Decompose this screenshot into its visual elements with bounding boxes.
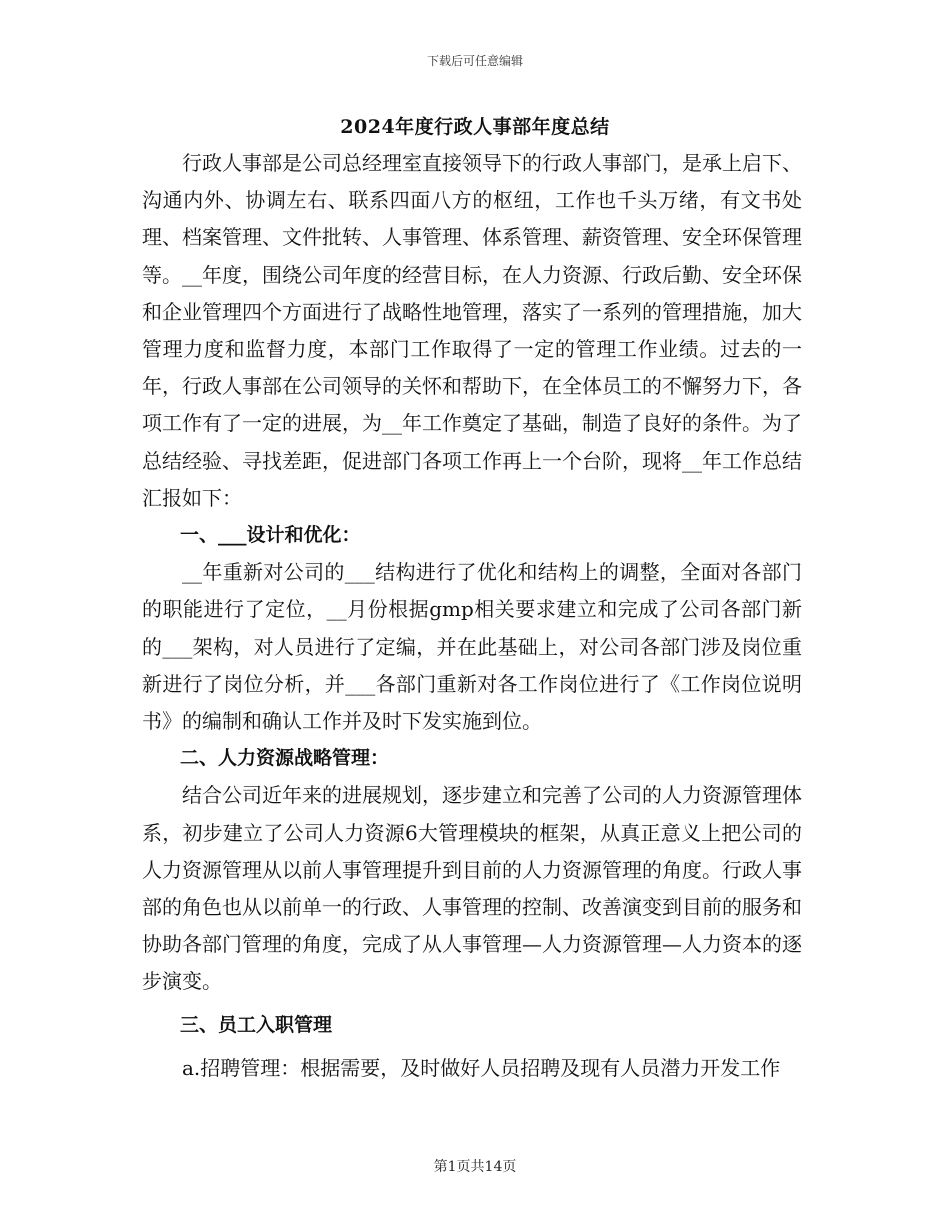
section-2-paragraph: 结合公司近年来的进展规划，逐步建立和完善了公司的人力资源管理体系，初步建立了公司人力资源6大管理模块的框架，从真正意义上把公司的人力资源管理从以前人事管理提升到目前的人力资源管理的角度。行政人事部的角色也从以前单一的行政、人事管理的控制、改善演变到目前的服务和协助各部门管理的角度，完成了从人事管理—人力资源管理—人力资本的逐步演变。 — [142, 783, 802, 994]
section-heading-2: 二、人力资源战略管理： — [180, 747, 390, 770]
document-body — [142, 145, 802, 1087]
section-heading-3: 三、员工入职管理 — [180, 1013, 333, 1036]
document-title: 2024年度行政人事部年度总结 — [340, 116, 610, 138]
section-3-paragraph: a.招聘管理：根据需要，及时做好人员招聘及现有人员潜力开发工作 — [182, 1055, 781, 1080]
section-heading-1: 一、___设计和优化： — [180, 524, 361, 547]
section-1-paragraph: __年重新对公司的___结构进行了优化和结构上的调整，全面对各部门的职能进行了定位，__月份根据gmp相关要求建立和完成了公司各部门新的___架构，对人员进行了定编，并在此基础上，对公司各部门涉及岗位重新进行了岗位分析，并___各部门重新对各工作岗位进行了《工作岗位说明书》的编制和确认工作并及时下发实施到位。 — [142, 560, 802, 734]
page-number: 第1页共14页 — [433, 1159, 517, 1175]
intro-paragraph: 行政人事部是公司总经理室直接领导下的行政人事部门，是承上启下、沟通内外、协调左右、联系四面八方的枢纽，工作也千头万绪，有文书处理、档案管理、文件批转、人事管理、体系管理、薪资管理、安全环保管理等。__年度，围绕公司年度的经营目标，在人力资源、行政后勤、安全环保和企业管理四个方面进行了战略性地管理，落实了一系列的管理措施，加大管理力度和监督力度，本部门工作取得了一定的管理工作业绩。过去的一年，行政人事部在公司领导的关怀和帮助下，在全体员工的不懈努力下，各项工作有了一定的进展，为__年工作奠定了基础，制造了良好的条件。为了总结经验、寻找差距，促进部门各项工作再上一个台阶，现将__年工作总结汇报如下： — [142, 151, 802, 510]
header-note: 下载后可任意编辑 — [426, 54, 523, 68]
